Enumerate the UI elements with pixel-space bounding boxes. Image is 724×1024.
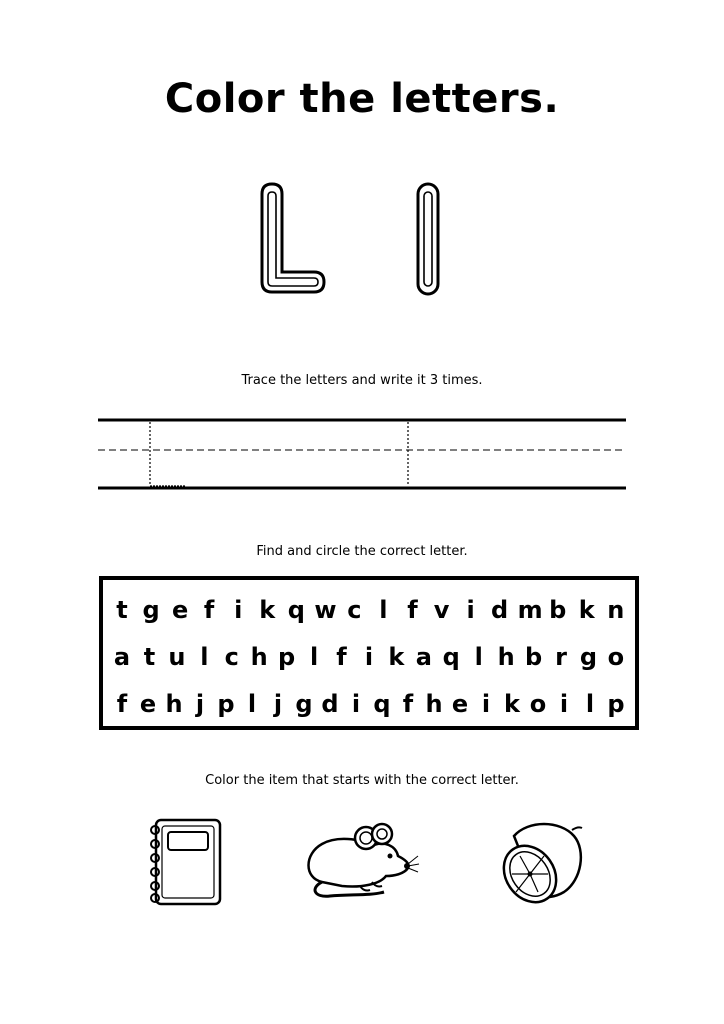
grid-letter[interactable]: a [415,643,432,671]
grid-letter[interactable]: i [364,643,374,671]
grid-letter[interactable]: c [347,596,362,624]
grid-letter[interactable]: i [466,596,475,624]
grid-letter[interactable]: c [224,643,239,671]
grid-letter[interactable]: q [373,690,391,718]
letter-grid-row [103,682,635,726]
grid-letter[interactable]: i [234,596,243,624]
grid-letter[interactable]: l [247,690,257,718]
grid-letter[interactable]: h [497,643,515,671]
grid-letter[interactable]: q [287,596,305,624]
outlined-letters [0,180,724,310]
grid-letter[interactable]: t [116,596,128,624]
grid-letter[interactable]: g [579,643,598,671]
grid-letter[interactable]: p [607,690,625,718]
grid-letter[interactable]: k [259,596,276,624]
grid-letter[interactable]: g [142,596,160,624]
grid-letter[interactable]: p [217,690,235,718]
grid-letter[interactable]: f [203,596,215,624]
grid-letter[interactable]: f [402,690,414,718]
grid-letter[interactable]: k [388,643,405,671]
grid-letter[interactable]: l [200,643,209,671]
grid-letter[interactable]: e [171,596,189,624]
grid-letter[interactable]: u [168,643,186,671]
grid-letter[interactable]: k [578,596,595,624]
grid-letter[interactable]: e [139,690,157,718]
grid-letter[interactable]: l [585,690,595,718]
grid-letter[interactable]: g [295,690,313,718]
grid-letter[interactable]: r [555,643,567,671]
grid-letter[interactable]: i [481,690,491,718]
grid-letter[interactable]: f [336,643,347,671]
mouse-icon[interactable] [300,816,420,908]
grid-letter[interactable]: m [517,596,543,624]
grid-letter[interactable]: i [559,690,569,718]
find-instruction: Find and circle the correct letter. [256,544,468,559]
trace-instruction: Trace the letters and write it 3 times. [241,373,483,388]
color-instruction: Color the item that starts with the correct letter. [205,773,519,788]
letter-grid [99,576,639,730]
grid-letter[interactable]: f [116,690,128,718]
tracing-lines[interactable] [98,412,626,496]
letter-grid-row [103,588,635,632]
grid-letter[interactable]: a [113,643,131,671]
grid-letter[interactable]: v [433,596,450,624]
grid-letter[interactable]: w [314,596,337,624]
grid-letter[interactable]: k [504,690,520,718]
grid-letter[interactable]: n [607,596,625,624]
grid-letter[interactable]: j [195,690,205,718]
outlined-letter-uppercase-l [262,184,324,292]
page-title: Color the letters. [164,76,560,122]
grid-letter[interactable]: t [143,643,156,671]
grid-letter[interactable]: j [273,690,283,718]
grid-letter[interactable]: i [351,690,361,718]
letter-grid-row [103,635,635,679]
lemon-icon[interactable] [494,816,586,908]
grid-letter[interactable]: h [250,643,268,671]
grid-letter[interactable]: o [529,690,547,718]
grid-letter[interactable]: h [425,690,443,718]
grid-letter[interactable]: l [309,643,319,671]
grid-letter[interactable]: l [474,643,483,671]
grid-letter[interactable]: h [165,690,183,718]
grid-letter[interactable]: o [607,643,625,671]
grid-letter[interactable]: l [379,596,388,624]
outlined-letter-lowercase-l [418,184,438,294]
grid-letter[interactable]: d [491,596,509,624]
grid-letter[interactable]: b [524,643,543,671]
grid-letter[interactable]: f [407,596,418,624]
notebook-icon[interactable] [146,816,226,908]
grid-letter[interactable]: e [451,690,469,718]
grid-letter[interactable]: b [549,596,567,624]
grid-letter[interactable]: p [278,643,296,671]
grid-letter[interactable]: q [442,643,460,671]
grid-letter[interactable]: d [321,690,339,718]
